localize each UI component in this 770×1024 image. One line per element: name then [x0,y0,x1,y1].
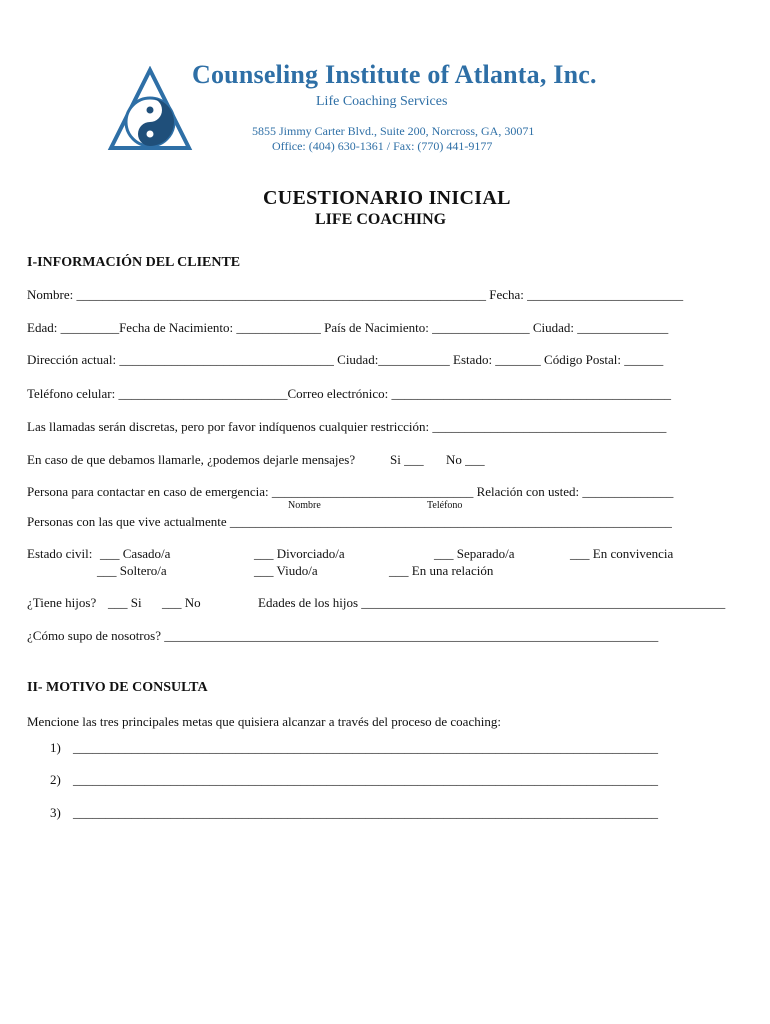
metas-prompt: Mencione las tres principales metas que quisiera alcanzar a través del proceso de coaching: [27,714,501,729]
vive-con-field[interactable]: Personas con las que vive actualmente ____________________________________________________________________ [27,514,672,529]
hijos-no-option[interactable]: ___ No [162,595,201,610]
como-supo-field[interactable]: ¿Cómo supo de nosotros? ____________________________________________________________________________ [27,628,659,643]
mensajes-question: En caso de que debamos llamarle, ¿podemos dejarle mensajes? [27,452,356,467]
goal-line-3[interactable]: __________________________________________________________________________________________ [73,805,658,820]
edad-nacimiento-field[interactable]: Edad: _________Fecha de Nacimiento: _____________ País de Nacimiento: _______________ Ciudad: ______________ [27,320,669,335]
goal-number-3: 3) [50,805,61,820]
mensajes-si-option[interactable]: Si ___ [390,452,424,467]
edades-hijos-field[interactable]: Edades de los hijos ________________________________________________________ [258,595,726,610]
hijos-si-option[interactable]: ___ Si [108,595,142,610]
emergencia-field[interactable]: Persona para contactar en caso de emergencia: _______________________________ Relación con usted: ______________ [27,484,674,499]
goal-number-2: 2) [50,772,61,787]
casado-option[interactable]: ___ Casado/a [100,546,171,561]
emergencia-telefono-caption: Teléfono [427,500,463,511]
direccion-field[interactable]: Dirección actual: _________________________________ Ciudad:___________ Estado: _______ Código Postal: ______ [27,352,664,367]
viudo-option[interactable]: ___ Viudo/a [254,563,318,578]
goal-number-1: 1) [50,740,61,755]
section-heading-client-info: I-INFORMACIÓN DEL CLIENTE [27,255,241,270]
mensajes-no-option[interactable]: No ___ [446,452,485,467]
office-phone: Office: (404) 630-1361 / Fax: (770) 441-9177 [272,139,493,153]
nombre-fecha-field[interactable]: Nombre: _______________________________________________________________ Fecha: ________________________ [27,287,684,302]
estado-civil-label: Estado civil: [27,546,93,561]
tagline: Life Coaching Services [316,94,448,109]
address: 5855 Jimmy Carter Blvd., Suite 200, Norcross, GA, 30071 [252,124,535,138]
goal-line-1[interactable]: __________________________________________________________________________________________ [73,740,658,755]
org-name: Counseling Institute of Atlanta, Inc. [192,60,597,89]
emergencia-nombre-caption: Nombre [288,500,321,511]
goal-line-2[interactable]: __________________________________________________________________________________________ [73,772,658,787]
convivencia-option[interactable]: ___ En convivencia [570,546,674,561]
form-title: CUESTIONARIO INICIAL [263,187,511,209]
soltero-option[interactable]: ___ Soltero/a [97,563,167,578]
hijos-question: ¿Tiene hijos? [27,595,97,610]
telefono-correo-field[interactable]: Teléfono celular: __________________________Correo electrónico: ___________________________________________ [27,386,671,401]
restriccion-llamadas-field[interactable]: Las llamadas serán discretas, pero por favor indíquenos cualquier restricción: ____________________________________ [27,419,667,434]
divorciado-option[interactable]: ___ Divorciado/a [254,546,345,561]
separado-option[interactable]: ___ Separado/a [434,546,515,561]
relacion-option[interactable]: ___ En una relación [389,563,494,578]
form-subtitle: LIFE COACHING [315,211,447,228]
section-heading-motivo: II- MOTIVO DE CONSULTA [27,680,208,695]
yin-yang-triangle-logo-icon [105,66,195,156]
